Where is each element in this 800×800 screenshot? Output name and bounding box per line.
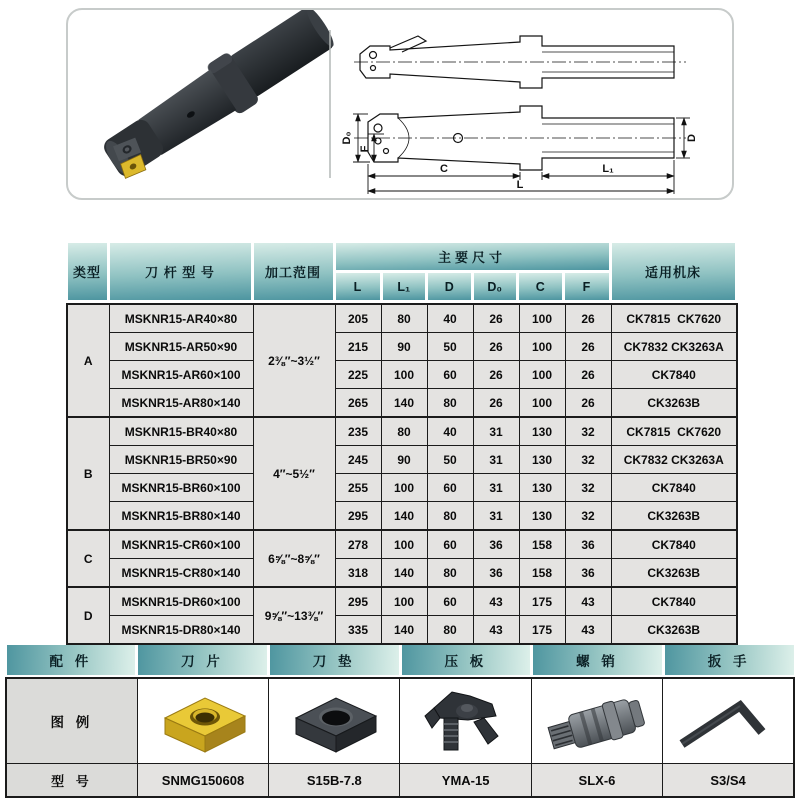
dim-cell: 31	[473, 502, 519, 531]
dim-cell: 80	[427, 502, 473, 531]
header-main-dims: 主要尺寸	[336, 243, 609, 270]
dim-cell: 32	[565, 417, 611, 446]
dim-cell: 100	[381, 474, 427, 502]
dim-cell: 40	[427, 304, 473, 333]
dim-cell: 26	[565, 361, 611, 389]
dim-cell: 32	[565, 474, 611, 502]
header-screw-pin: 螺 销	[533, 645, 662, 675]
screw-pin-image	[535, 682, 659, 760]
dim-label-d: D	[686, 134, 698, 142]
dim-cell: 100	[519, 304, 565, 333]
insert-model: SNMG150608	[137, 764, 268, 798]
dim-cell: 32	[565, 502, 611, 531]
machines-cell: CK7815 CK7620	[611, 417, 737, 446]
model-row	[6, 764, 794, 798]
machines-cell: CK3263B	[611, 502, 737, 531]
accessories-header	[5, 645, 795, 675]
dim-cell: 278	[335, 530, 381, 559]
dim-cell: 175	[519, 616, 565, 645]
accessories-body	[5, 677, 795, 798]
clamp-image-cell	[400, 678, 531, 764]
dim-cell: 100	[519, 361, 565, 389]
dim-cell: 26	[565, 304, 611, 333]
clamp-image	[404, 682, 528, 760]
header-dim-L1: L₁	[383, 273, 426, 300]
machines-cell: CK3263B	[611, 559, 737, 588]
machines-cell: CK7840	[611, 587, 737, 616]
header-dim-C: C	[519, 273, 562, 300]
dim-cell: 255	[335, 474, 381, 502]
dim-label-l: L	[516, 179, 524, 191]
dim-cell: 32	[565, 446, 611, 474]
dim-cell: 26	[565, 333, 611, 361]
table-row	[67, 304, 737, 333]
range-cell: 4″~5½″	[253, 417, 335, 530]
dim-cell: 295	[335, 587, 381, 616]
dim-cell: 26	[473, 304, 519, 333]
type-cell: A	[67, 304, 109, 417]
model-cell: MSKNR15-AR50×90	[109, 333, 253, 361]
header-clamp: 压 板	[402, 645, 531, 675]
dim-cell: 40	[427, 417, 473, 446]
machines-cell: CK7840	[611, 474, 737, 502]
dim-cell: 36	[473, 530, 519, 559]
shim-image-cell	[269, 678, 400, 764]
dim-cell: 140	[381, 616, 427, 645]
dim-cell: 130	[519, 502, 565, 531]
tool-3d-render	[96, 10, 341, 187]
shim-image	[272, 682, 396, 760]
dim-cell: 36	[473, 559, 519, 588]
header-dim-F: F	[565, 273, 609, 300]
dim-cell: 43	[473, 587, 519, 616]
dim-cell: 80	[381, 417, 427, 446]
range-cell: 2⅜″~3½″	[253, 304, 335, 417]
dim-cell: 80	[427, 389, 473, 418]
main-table-body	[66, 303, 738, 645]
insert-image-cell	[137, 678, 268, 764]
dim-cell: 60	[427, 361, 473, 389]
dim-cell: 31	[473, 417, 519, 446]
legend-label: 图 例	[6, 678, 137, 764]
screw-pin-image-cell	[531, 678, 662, 764]
dim-cell: 36	[565, 530, 611, 559]
dim-cell: 50	[427, 446, 473, 474]
hex-wrench-image	[666, 682, 790, 760]
table-row	[67, 616, 737, 645]
dim-cell: 50	[427, 333, 473, 361]
shim-model: S15B-7.8	[269, 764, 400, 798]
model-cell: MSKNR15-AR80×140	[109, 389, 253, 418]
dim-cell: 295	[335, 502, 381, 531]
side-view-top	[354, 36, 686, 88]
dim-cell: 140	[381, 559, 427, 588]
dim-cell: 235	[335, 417, 381, 446]
table-row	[67, 559, 737, 588]
header-range: 加工范围	[254, 243, 333, 300]
dim-cell: 31	[473, 474, 519, 502]
model-cell: MSKNR15-BR50×90	[109, 446, 253, 474]
header-model: 刀 杆 型 号	[110, 243, 251, 300]
model-cell: MSKNR15-CR80×140	[109, 559, 253, 588]
machines-cell: CK7832 CK3263A	[611, 446, 737, 474]
wrench-image-cell	[663, 678, 794, 764]
dim-label-f: F	[359, 145, 371, 153]
dim-cell: 265	[335, 389, 381, 418]
legend-row	[6, 678, 794, 764]
dim-cell: 158	[519, 530, 565, 559]
header-dim-D0: D₀	[474, 273, 517, 300]
model-cell: MSKNR15-CR60×100	[109, 530, 253, 559]
model-label: 型 号	[6, 764, 137, 798]
dim-cell: 130	[519, 446, 565, 474]
dim-cell: 90	[381, 333, 427, 361]
dim-cell: 175	[519, 587, 565, 616]
header-dims-group	[336, 243, 609, 300]
range-cell: 6⅝″~8⅝″	[253, 530, 335, 587]
dim-cell: 335	[335, 616, 381, 645]
model-cell: MSKNR15-DR60×100	[109, 587, 253, 616]
header-type: 类型	[68, 243, 107, 300]
dim-cell: 43	[565, 616, 611, 645]
dim-cell: 100	[519, 389, 565, 418]
dim-cell: 36	[565, 559, 611, 588]
header-accessory: 配 件	[7, 645, 136, 675]
dim-cell: 215	[335, 333, 381, 361]
dim-cell: 60	[427, 474, 473, 502]
tool-orthographic-views	[341, 36, 698, 194]
table-row	[67, 474, 737, 502]
dim-cell: 245	[335, 446, 381, 474]
machines-cell: CK3263B	[611, 389, 737, 418]
dim-cell: 26	[565, 389, 611, 418]
header-dim-L: L	[336, 273, 380, 300]
accessories-table	[5, 645, 795, 798]
tool-drawings	[68, 10, 732, 198]
table-row	[67, 446, 737, 474]
dim-cell: 26	[473, 333, 519, 361]
screw-pin-model: SLX-6	[531, 764, 662, 798]
dim-cell: 80	[427, 559, 473, 588]
dim-cell: 225	[335, 361, 381, 389]
dimension-labels	[341, 132, 698, 191]
machines-cell: CK3263B	[611, 616, 737, 645]
dim-cell: 26	[473, 389, 519, 418]
model-cell: MSKNR15-AR60×100	[109, 361, 253, 389]
dim-cell: 100	[519, 333, 565, 361]
range-cell: 9⅝″~13⅜″	[253, 587, 335, 644]
dim-cell: 140	[381, 389, 427, 418]
drawing-panel	[66, 8, 734, 200]
dim-cell: 140	[381, 502, 427, 531]
main-spec-table	[66, 243, 736, 645]
side-view-bottom	[354, 106, 686, 170]
machines-cell: CK7815 CK7620	[611, 304, 737, 333]
table-row	[67, 333, 737, 361]
dim-cell: 43	[473, 616, 519, 645]
clamp-model: YMA-15	[400, 764, 531, 798]
dim-cell: 90	[381, 446, 427, 474]
dim-cell: 80	[427, 616, 473, 645]
dim-cell: 43	[565, 587, 611, 616]
table-row	[67, 587, 737, 616]
dim-cell: 60	[427, 530, 473, 559]
table-row	[67, 389, 737, 418]
table-row	[67, 361, 737, 389]
dim-cell: 130	[519, 417, 565, 446]
machines-cell: CK7840	[611, 361, 737, 389]
dim-cell: 60	[427, 587, 473, 616]
header-dim-D: D	[428, 273, 471, 300]
model-cell: MSKNR15-BR80×140	[109, 502, 253, 531]
dim-cell: 158	[519, 559, 565, 588]
main-table-header	[66, 243, 736, 300]
model-cell: MSKNR15-DR80×140	[109, 616, 253, 645]
table-row	[67, 502, 737, 531]
header-shim: 刀 垫	[270, 645, 399, 675]
insert-image	[141, 682, 265, 760]
dim-cell: 80	[381, 304, 427, 333]
dim-cell: 318	[335, 559, 381, 588]
dim-cell: 26	[473, 361, 519, 389]
dim-label-c: C	[440, 163, 448, 175]
model-cell: MSKNR15-BR40×80	[109, 417, 253, 446]
wrench-model: S3/S4	[663, 764, 794, 798]
table-row	[67, 417, 737, 446]
dim-cell: 205	[335, 304, 381, 333]
dim-label-d0: D₀	[341, 131, 353, 145]
dim-cell: 130	[519, 474, 565, 502]
table-row	[67, 530, 737, 559]
header-insert: 刀 片	[138, 645, 267, 675]
header-machines: 适用机床	[612, 243, 735, 300]
dim-cell: 100	[381, 530, 427, 559]
machines-cell: CK7832 CK3263A	[611, 333, 737, 361]
header-wrench: 扳 手	[665, 645, 794, 675]
machines-cell: CK7840	[611, 530, 737, 559]
type-cell: C	[67, 530, 109, 587]
model-cell: MSKNR15-AR40×80	[109, 304, 253, 333]
dim-label-l1: L₁	[602, 163, 614, 175]
dim-cell: 100	[381, 587, 427, 616]
dim-cell: 100	[381, 361, 427, 389]
header-dim-columns	[336, 273, 609, 300]
type-cell: D	[67, 587, 109, 644]
dim-cell: 31	[473, 446, 519, 474]
model-cell: MSKNR15-BR60×100	[109, 474, 253, 502]
type-cell: B	[67, 417, 109, 530]
